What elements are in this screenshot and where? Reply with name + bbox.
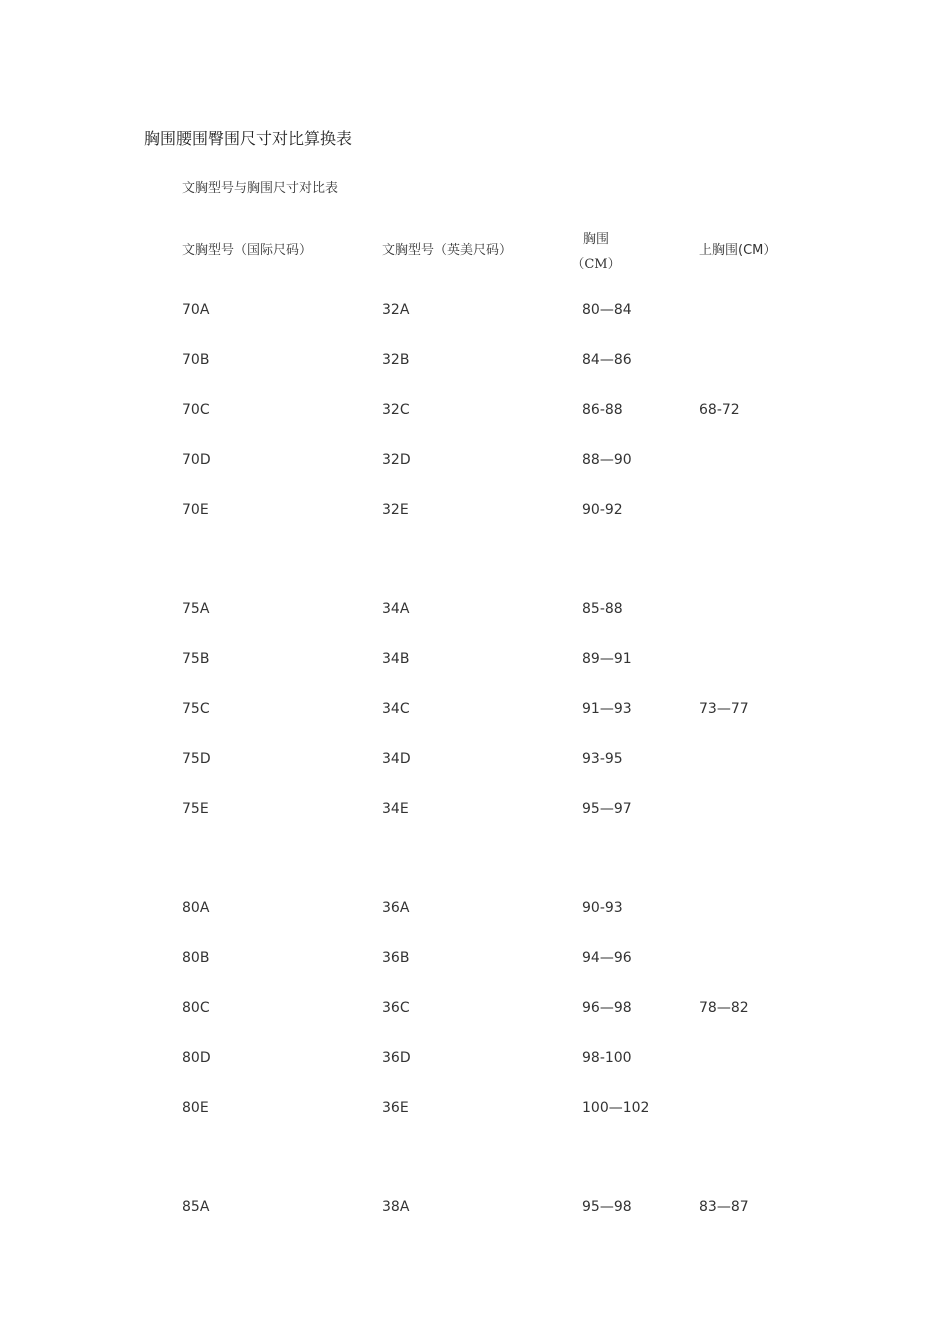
cell-us-size: 32E	[382, 502, 409, 518]
header-bust	[548, 227, 644, 277]
cell-bust: 88—90	[582, 452, 632, 468]
cell-intl-size: 75D	[182, 751, 211, 767]
cell-bust: 80—84	[582, 302, 632, 318]
cell-intl-size: 70A	[182, 302, 210, 318]
cell-bust: 84—86	[582, 352, 632, 368]
cell-intl-size: 80E	[182, 1100, 209, 1116]
cell-intl-size: 80A	[182, 900, 210, 916]
cell-us-size: 34E	[382, 801, 409, 817]
cell-intl-size: 70B	[182, 352, 210, 368]
cell-us-size: 36D	[382, 1050, 411, 1066]
cell-us-size: 32C	[382, 402, 410, 418]
cell-us-size: 36E	[382, 1100, 409, 1116]
cell-bust: 91—93	[582, 701, 632, 717]
cell-intl-size: 80C	[182, 1000, 210, 1016]
cell-bust: 95—98	[582, 1199, 632, 1215]
cell-intl-size: 70D	[182, 452, 211, 468]
cell-bust: 94—96	[582, 950, 632, 966]
header-intl-size: 文胸型号（国际尺码）	[182, 243, 313, 258]
cell-bust: 96—98	[582, 1000, 632, 1016]
cell-us-size: 34B	[382, 651, 410, 667]
cell-intl-size: 75E	[182, 801, 209, 817]
table-subtitle: 文胸型号与胸围尺寸对比表	[182, 181, 339, 196]
cell-intl-size: 75C	[182, 701, 210, 717]
header-us-size: 文胸型号（英美尺码）	[382, 243, 513, 258]
header-underbust: 上胸围(CM）	[699, 243, 777, 258]
cell-bust: 90-93	[582, 900, 623, 916]
cell-intl-size: 70E	[182, 502, 209, 518]
cell-bust: 86-88	[582, 402, 623, 418]
cell-intl-size: 80D	[182, 1050, 211, 1066]
header-bust-unit: （CM）	[571, 257, 621, 272]
cell-intl-size: 70C	[182, 402, 210, 418]
cell-intl-size: 80B	[182, 950, 210, 966]
cell-bust: 90-92	[582, 502, 623, 518]
cell-us-size: 32D	[382, 452, 411, 468]
cell-intl-size: 75A	[182, 601, 210, 617]
cell-bust: 85-88	[582, 601, 623, 617]
cell-us-size: 36B	[382, 950, 410, 966]
cell-underbust: 68-72	[699, 402, 740, 418]
cell-us-size: 32B	[382, 352, 410, 368]
cell-us-size: 36C	[382, 1000, 410, 1016]
cell-us-size: 36A	[382, 900, 410, 916]
cell-intl-size: 75B	[182, 651, 210, 667]
cell-bust: 93-95	[582, 751, 623, 767]
cell-bust: 89—91	[582, 651, 632, 667]
cell-intl-size: 85A	[182, 1199, 210, 1215]
cell-underbust: 73—77	[699, 701, 749, 717]
document-title: 胸围腰围臀围尺寸对比算换表	[144, 129, 353, 148]
cell-us-size: 34D	[382, 751, 411, 767]
cell-underbust: 78—82	[699, 1000, 749, 1016]
cell-us-size: 34C	[382, 701, 410, 717]
cell-bust: 100—102	[582, 1100, 650, 1116]
cell-us-size: 32A	[382, 302, 410, 318]
cell-bust: 98-100	[582, 1050, 632, 1066]
cell-bust: 95—97	[582, 801, 632, 817]
cell-underbust: 83—87	[699, 1199, 749, 1215]
cell-us-size: 34A	[382, 601, 410, 617]
header-bust-label: 胸围	[582, 232, 609, 247]
cell-us-size: 38A	[382, 1199, 410, 1215]
